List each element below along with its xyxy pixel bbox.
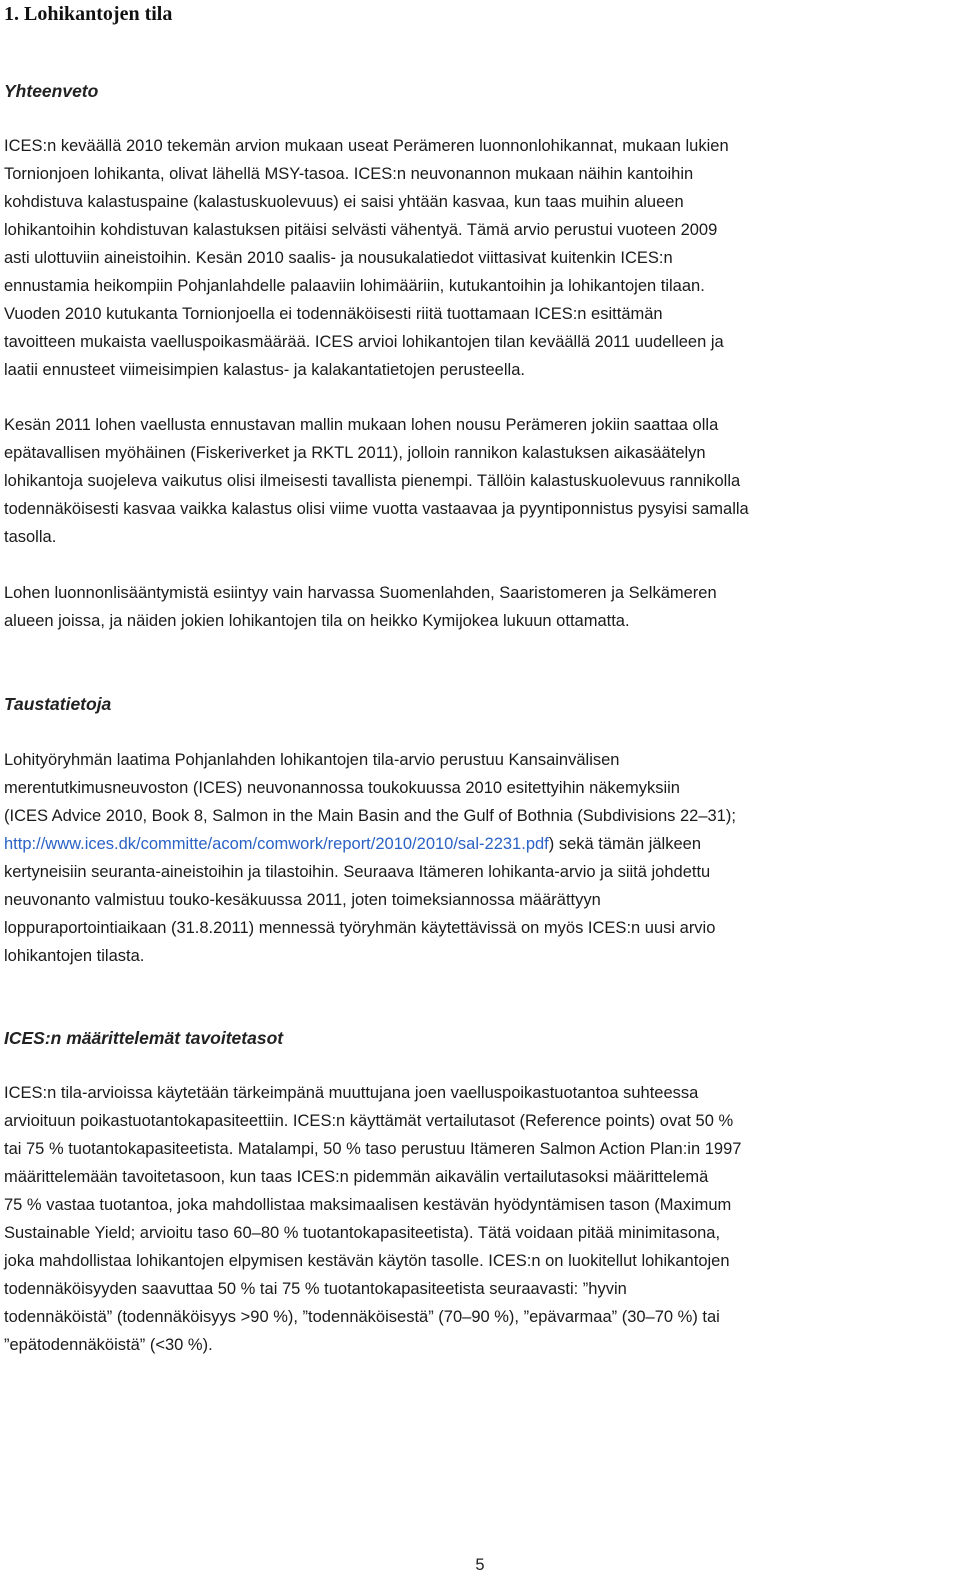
text-line: alueen joissa, ja näiden jokien lohikantojen tila on heikko Kymijokea lukuun ottamatta. bbox=[4, 612, 630, 630]
text-line: Lohityöryhmän laatima Pohjanlahden lohikantojen tila-arvio perustuu Kansainvälisen bbox=[4, 751, 620, 769]
text-line: lohikantojen tilasta. bbox=[4, 947, 145, 965]
text-line: 75 % vastaa tuotantoa, joka mahdollistaa maksimaalisen kestävän hyödyntämisen tason (Maximum bbox=[4, 1196, 732, 1214]
text-line: loppuraportointiaikaan (31.8.2011) mennessä työryhmän käytettävissä on myös ICES:n uusi arvio bbox=[4, 919, 716, 937]
text-line: ennustamia heikompiin Pohjanlahdelle palaaviin lohimääriin, kutukantoihin ja lohikantojen tilaan. bbox=[4, 277, 705, 295]
text-line: neuvonanto valmistuu touko-kesäkuussa 2011, joten toimeksiannossa määrättyyn bbox=[4, 891, 601, 909]
section-heading-background: Taustatietoja bbox=[4, 694, 112, 714]
text-line: todennäköisyyden saavuttaa 50 % tai 75 % tuotantokapasiteetista seuraavasti: ”hyvin bbox=[4, 1280, 627, 1298]
text-line: todennäköisesti kasvaa vaikka kalastus olisi viime vuotta vastaavaa ja pyyntiponnistus pysyisi samalla bbox=[4, 500, 749, 518]
text-line: (ICES Advice 2010, Book 8, Salmon in the Main Basin and the Gulf of Bothnia (Subdivisions 22–31); bbox=[4, 807, 736, 825]
summary-paragraph-1 bbox=[4, 132, 959, 384]
background-paragraph bbox=[4, 746, 959, 970]
reference-levels-paragraph bbox=[4, 1079, 959, 1359]
text-line: asti ulottuviin aineistoihin. Kesän 2010 saalis- ja nousukalatiedot viittasivat kuitenkin ICES:n bbox=[4, 249, 673, 267]
text-line: Kesän 2011 lohen vaellusta ennustavan mallin mukaan lohen nousu Perämeren jokiin saattaa olla bbox=[4, 416, 719, 434]
text-line: arvioituun poikastuotantokapasiteettiin. ICES:n käyttämät vertailutasot (Reference points) ovat 50 % bbox=[4, 1112, 734, 1130]
section-heading-reference-levels: ICES:n määrittelemät tavoitetasot bbox=[4, 1028, 284, 1048]
text-line-with-link bbox=[4, 830, 959, 858]
text-line: ICES:n keväällä 2010 tekemän arvion mukaan useat Perämeren luonnonlohikannat, mukaan lukien bbox=[4, 137, 729, 155]
text-line: tasolla. bbox=[4, 528, 57, 546]
text-line: merentutkimusneuvoston (ICES) neuvonannossa toukokuussa 2010 esitettyihin näkemyksiin bbox=[4, 779, 680, 797]
text-line: kertyneisiin seuranta-aineistoihin ja tilastoihin. Seuraava Itämeren lohikanta-arvio ja siitä johdettu bbox=[4, 863, 711, 881]
text-line: lohikantoja suojeleva vaikutus olisi ilmeisesti tavallista pienempi. Tällöin kalastuskuolevuus rannikolla bbox=[4, 472, 741, 490]
text-line: joka mahdollistaa lohikantojen elpymisen kestävän käytön tasolle. ICES:n on luokitellut lohikantojen bbox=[4, 1252, 730, 1270]
page-title: 1. Lohikantojen tila bbox=[4, 3, 173, 25]
text-line: kohdistuva kalastuspaine (kalastuskuolevuus) ei saisi yhtään kasvaa, kun taas muihin alueen bbox=[4, 193, 684, 211]
text-line: määrittelemään tavoitetasoon, kun taas ICES:n pidemmän aikavälin vertailutasoksi määrittelemä bbox=[4, 1168, 709, 1186]
text-line: todennäköistä” (todennäköisyys >90 %), ”todennäköisestä” (70–90 %), ”epävarmaa” (30–70 %) tai bbox=[4, 1308, 720, 1326]
text-line: ”epätodennäköistä” (<30 %). bbox=[4, 1336, 213, 1354]
summary-paragraph-3 bbox=[4, 579, 959, 635]
text-line: ICES:n tila-arvioissa käytetään tärkeimpänä muuttujana joen vaelluspoikastuotantoa suhteessa bbox=[4, 1084, 699, 1102]
section-heading-summary: Yhteenveto bbox=[4, 81, 99, 101]
text-line: Vuoden 2010 kutukanta Tornionjoella ei todennäköisesti riitä tuottamaan ICES:n esittämän bbox=[4, 305, 663, 323]
text-line: lohikantoihin kohdistuvan kalastuksen pitäisi selvästi vähentyä. Tämä arvio perustui vuoteen 2009 bbox=[4, 221, 718, 239]
text-line: epätavallisen myöhäinen (Fiskeriverket ja RKTL 2011), jolloin rannikon kalastuksen aikasäätelyn bbox=[4, 444, 706, 462]
page-number: 5 bbox=[475, 1556, 485, 1574]
text-line: Tornionjoen lohikanta, olivat lähellä MSY-tasoa. ICES:n neuvonannon mukaan näihin kantoihin bbox=[4, 165, 694, 183]
text-line: tavoitteen mukaista vaelluspoikasmäärää. ICES arvioi lohikantojen tilan keväällä 2011 uudelleen ja bbox=[4, 333, 724, 351]
text-fragment: ) sekä tämän jälkeen bbox=[548, 835, 701, 853]
text-line: laatii ennusteet viimeisimpien kalastus- ja kalakantatietojen perusteella. bbox=[4, 361, 525, 379]
text-line: tai 75 % tuotantokapasiteetista. Matalampi, 50 % taso perustuu Itämeren Salmon Action Plan:in 1997 bbox=[4, 1140, 742, 1158]
text-line: Lohen luonnonlisääntymistä esiintyy vain harvassa Suomenlahden, Saaristomeren ja Selkämeren bbox=[4, 584, 717, 602]
ices-report-link[interactable]: http://www.ices.dk/committe/acom/comwork/report/2010/2010/sal-2231.pdf bbox=[4, 835, 549, 853]
summary-paragraph-2 bbox=[4, 411, 959, 551]
text-line: Sustainable Yield; arvioitu taso 60–80 % tuotantokapasiteetista). Tätä voidaan pitää minimitasona, bbox=[4, 1224, 721, 1242]
